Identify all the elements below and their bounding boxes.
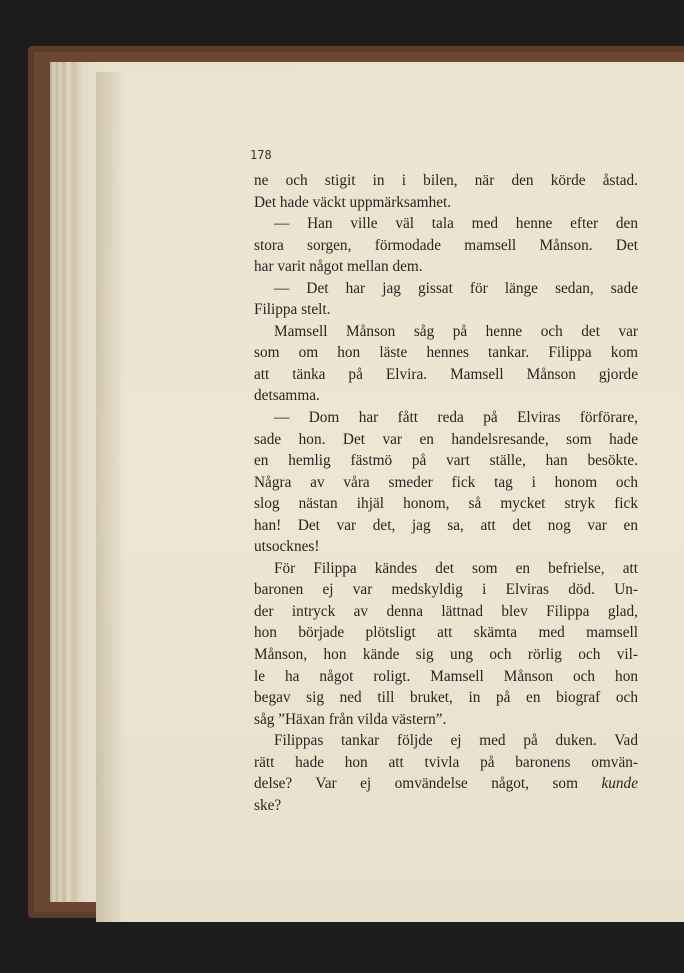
text-line <box>254 342 638 364</box>
text-line-content: Några av våra smeder fick tag i honom och <box>254 473 638 491</box>
text-line-content: såg ”Häxan från vilda västern”. <box>254 710 447 728</box>
text-line-content: detsamma. <box>254 387 320 405</box>
text-line-content: begav sig ned till bruket, in på en biograf och <box>254 689 638 707</box>
text-line-content: en hemlig fästmö på vart ställe, han besökte. <box>254 452 638 470</box>
text-line <box>254 773 638 795</box>
text-line <box>254 407 638 429</box>
text-line <box>254 752 638 774</box>
text-line <box>254 192 638 214</box>
text-line <box>254 278 638 300</box>
text-line <box>254 536 638 558</box>
text-line <box>254 213 638 235</box>
text-line <box>254 385 638 407</box>
text-line-content: Det hade väckt uppmärksamhet. <box>254 193 452 211</box>
text-line-content: Mamsell Månson såg på henne och det var <box>274 322 638 340</box>
text-line <box>254 601 638 623</box>
text-line-content: Filippas tankar följde ej med på duken. Vad <box>274 732 638 750</box>
text-line-content: Filippa stelt. <box>254 301 331 319</box>
text-line-content: han! Det var det, jag sa, att det nog var en <box>254 516 638 534</box>
text-line <box>254 235 638 257</box>
text-line-content: ske? <box>254 796 282 814</box>
page-gutter-shadow <box>96 72 126 922</box>
text-line-emphasis: kunde <box>601 775 638 793</box>
text-line <box>254 709 638 731</box>
text-line-content: — Han ville väl tala med henne efter den <box>274 215 638 233</box>
text-line <box>254 429 638 451</box>
text-line <box>254 299 638 321</box>
text-line <box>254 256 638 278</box>
text-line <box>254 666 638 688</box>
page-text <box>254 170 638 816</box>
text-line-content: der intryck av denna lättnad blev Filippa glad, <box>254 602 638 620</box>
text-line <box>254 515 638 537</box>
text-line-content: le ha något roligt. Mamsell Månson och hon <box>254 667 638 685</box>
text-line-content: utsocknes! <box>254 538 320 556</box>
text-line-content: sade hon. Det var en handelsresande, som hade <box>254 430 638 448</box>
text-line-content: slog nästan ihjäl honom, så mycket stryk fick <box>254 495 638 513</box>
text-line-content: delse? Var ej omvändelse något, som <box>254 775 578 793</box>
text-line-content: rätt hade hon att tvivla på baronens omvän- <box>254 753 638 771</box>
text-line <box>254 730 638 752</box>
text-line-content: ne och stigit in i bilen, när den körde åstad. <box>254 172 638 189</box>
text-line <box>254 644 638 666</box>
text-line-content: stora sorgen, förmodade mamsell Månson. Det <box>254 236 638 254</box>
text-line <box>254 170 638 192</box>
text-line-content: För Filippa kändes det som en befrielse, att <box>274 559 638 577</box>
text-line <box>254 364 638 386</box>
text-line <box>254 450 638 472</box>
text-line-content: — Dom har fått reda på Elviras förförare, <box>274 409 638 427</box>
text-line <box>254 558 638 580</box>
text-line <box>254 579 638 601</box>
text-line-content: att tänka på Elvira. Mamsell Månson gjorde <box>254 365 638 383</box>
text-line <box>254 472 638 494</box>
text-line <box>254 493 638 515</box>
text-line-content: baronen ej var medskyldig i Elviras död. Un- <box>254 581 638 599</box>
text-line-content: har varit något mellan dem. <box>254 258 423 276</box>
text-line-content: — Det har jag gissat för länge sedan, sade <box>274 279 638 297</box>
text-line <box>254 321 638 343</box>
text-line <box>254 622 638 644</box>
text-line <box>254 795 638 817</box>
text-line-content: Månson, hon kände sig ung och rörlig och vil- <box>254 646 638 664</box>
text-line-content: som om hon läste hennes tankar. Filippa kom <box>254 344 638 362</box>
text-line <box>254 687 638 709</box>
page-number: 178 <box>250 148 272 162</box>
text-line-content: hon började plötsligt att skämta med mamsell <box>254 624 638 642</box>
